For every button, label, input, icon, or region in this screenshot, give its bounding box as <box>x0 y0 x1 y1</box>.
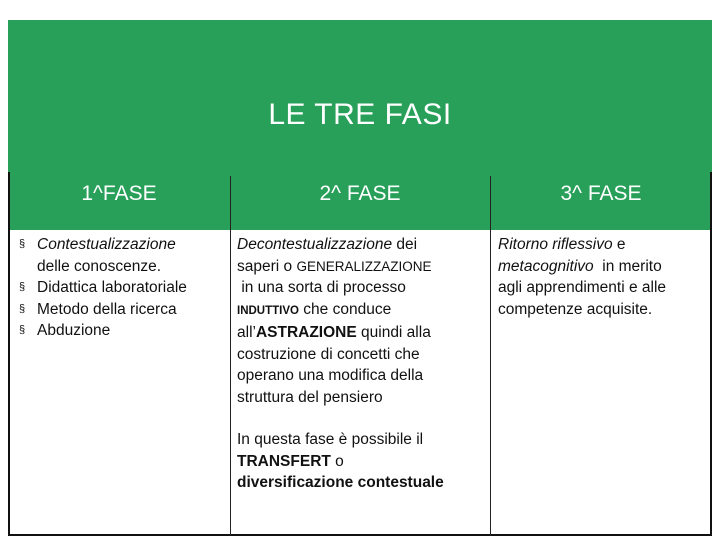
bullet-icon: § <box>19 324 26 336</box>
list-item: § Contestualizzazione delle conoscenze. <box>19 236 176 275</box>
page-title: LE TRE FASI <box>268 98 452 131</box>
phase-1-list <box>16 234 226 342</box>
column-divider <box>490 176 491 536</box>
phase-1-cell <box>16 234 226 342</box>
column-header-phase-2: 2^ FASE <box>319 182 401 205</box>
bullet-icon: § <box>19 238 26 250</box>
list-item: § Abduzione <box>16 320 226 342</box>
list-item: § Metodo della ricerca <box>16 299 226 321</box>
phase-2-transfer-note: In questa fase è possibile il TRANSFERT o diversificazione contestuale <box>237 431 444 491</box>
phase-2-paragraph: Decontestualizzazione dei saperi o GENERALIZZAZIONE in una sorta di processo INDUTTIVO che conduce all’ASTRAZIONE quindi alla costruzione di concetti che operano una modifica della struttura del pensiero <box>237 236 432 406</box>
column-header-phase-3: 3^ FASE <box>560 182 642 205</box>
column-header-phase-1: 1^FASE <box>81 182 157 205</box>
column-divider <box>230 176 231 536</box>
bullet-icon: § <box>19 302 26 315</box>
phase-2-cell <box>237 234 485 494</box>
title-banner <box>8 20 712 172</box>
list-item: § Didattica laboratoriale <box>16 277 226 299</box>
phase-3-cell: Ritorno riflessivo e metacognitivo in merito agli apprendimenti e alle competenze acquisite. <box>498 236 667 318</box>
bullet-icon: § <box>19 281 26 293</box>
